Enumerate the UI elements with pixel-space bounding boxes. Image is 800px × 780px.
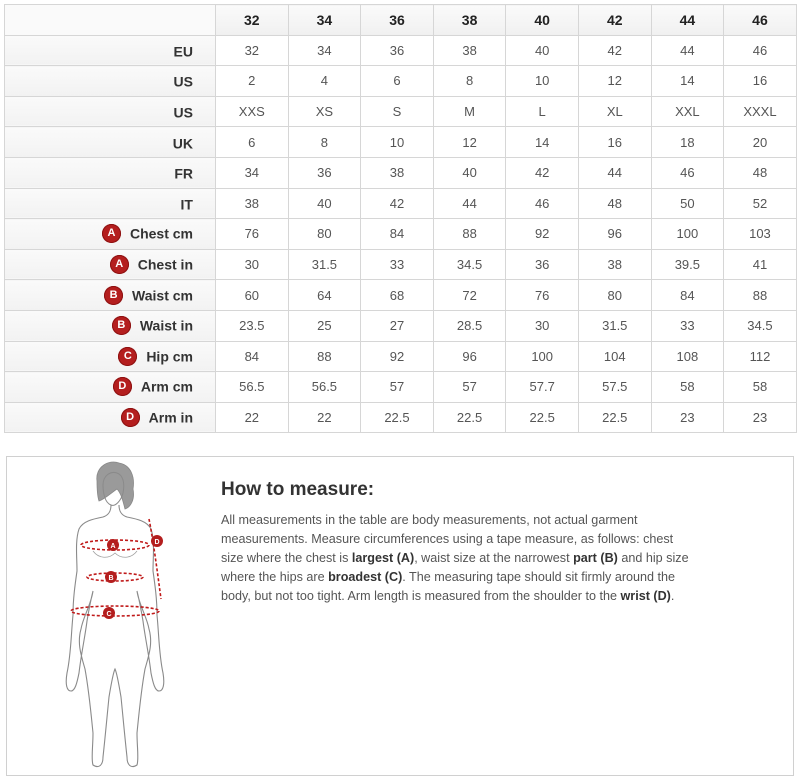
figure-marker-b xyxy=(105,571,117,583)
table-cell: 58 xyxy=(651,372,724,403)
howto-bold-broadest: broadest (C) xyxy=(328,570,403,584)
table-cell: 48 xyxy=(724,157,797,188)
table-cell: 4 xyxy=(288,66,361,97)
figure-hair xyxy=(97,462,134,509)
table-cell: 112 xyxy=(724,341,797,372)
table-cell: 104 xyxy=(578,341,651,372)
table-cell: 108 xyxy=(651,341,724,372)
table-row xyxy=(5,402,797,433)
table-cell: 34 xyxy=(216,157,289,188)
measurement-marker-badge: C xyxy=(118,347,137,366)
table-cell: 14 xyxy=(651,66,724,97)
table-cell: L xyxy=(506,96,579,127)
table-cell: 40 xyxy=(288,188,361,219)
figure-marker-a xyxy=(107,539,119,551)
table-cell: XXS xyxy=(216,96,289,127)
table-row xyxy=(5,157,797,188)
svg-text:A: A xyxy=(110,543,116,550)
table-cell: 23 xyxy=(651,402,724,433)
table-cell: 28.5 xyxy=(433,310,506,341)
table-row xyxy=(5,280,797,311)
table-cell: 42 xyxy=(506,157,579,188)
table-cell: 22 xyxy=(288,402,361,433)
size-header-row xyxy=(5,5,797,36)
table-cell: 38 xyxy=(216,188,289,219)
howto-text-part: All measurements in the table are body measurements, not actual garment measurements. Measure circumferences using a tape measure, as follows: chest size where the chest is xyxy=(221,513,674,565)
table-cell: 57.5 xyxy=(578,372,651,403)
table-cell: 84 xyxy=(216,341,289,372)
table-cell: 92 xyxy=(506,219,579,250)
table-cell: 40 xyxy=(506,35,579,66)
table-cell: 18 xyxy=(651,127,724,158)
measurement-marker-badge: B xyxy=(112,316,131,335)
svg-text:D: D xyxy=(154,539,160,546)
table-cell: 34.5 xyxy=(433,249,506,280)
table-cell: 12 xyxy=(578,66,651,97)
row-label: Arm in xyxy=(148,409,193,426)
row-label-cell xyxy=(5,310,216,341)
table-cell: 46 xyxy=(506,188,579,219)
howto-text-part: . xyxy=(670,589,675,603)
row-label: US xyxy=(173,73,193,90)
table-row xyxy=(5,372,797,403)
table-cell: 36 xyxy=(361,35,434,66)
table-cell: 56.5 xyxy=(288,372,361,403)
table-cell: 44 xyxy=(651,35,724,66)
size-table-body xyxy=(5,35,797,433)
size-header-cell: 38 xyxy=(433,5,506,36)
table-cell: 57 xyxy=(361,372,434,403)
table-cell: 6 xyxy=(216,127,289,158)
table-cell: XL xyxy=(578,96,651,127)
table-cell: 92 xyxy=(361,341,434,372)
table-cell: 42 xyxy=(361,188,434,219)
size-header-cell: 36 xyxy=(361,5,434,36)
table-cell: 88 xyxy=(724,280,797,311)
table-cell: 23.5 xyxy=(216,310,289,341)
table-cell: 76 xyxy=(506,280,579,311)
header-corner-cell xyxy=(5,5,216,36)
table-cell: 40 xyxy=(433,157,506,188)
table-cell: 68 xyxy=(361,280,434,311)
measurement-marker-badge: D xyxy=(121,408,140,427)
table-cell: 30 xyxy=(216,249,289,280)
table-cell: 42 xyxy=(578,35,651,66)
table-cell: 64 xyxy=(288,280,361,311)
row-label: US xyxy=(173,104,193,121)
howto-text-part: , waist size at the narrowest xyxy=(414,551,574,565)
size-chart-table xyxy=(4,4,797,433)
table-cell: 100 xyxy=(651,219,724,250)
how-to-measure-panel xyxy=(6,456,794,776)
table-cell: 72 xyxy=(433,280,506,311)
how-to-measure-title: How to measure: xyxy=(221,479,375,500)
table-cell: 96 xyxy=(433,341,506,372)
figure-marker-c xyxy=(103,607,115,619)
table-row xyxy=(5,96,797,127)
size-header-cell: 46 xyxy=(724,5,797,36)
table-cell: 57.7 xyxy=(506,372,579,403)
table-cell: 88 xyxy=(433,219,506,250)
row-label: FR xyxy=(174,165,193,182)
table-cell: 16 xyxy=(578,127,651,158)
table-cell: 22.5 xyxy=(506,402,579,433)
table-cell: 33 xyxy=(651,310,724,341)
row-label-cell xyxy=(5,372,216,403)
row-label: EU xyxy=(173,43,193,60)
row-label-cell xyxy=(5,280,216,311)
table-row xyxy=(5,249,797,280)
row-label-cell xyxy=(5,66,216,97)
table-cell: 32 xyxy=(216,35,289,66)
table-cell: XXL xyxy=(651,96,724,127)
table-cell: 8 xyxy=(433,66,506,97)
table-cell: S xyxy=(361,96,434,127)
table-cell: 80 xyxy=(578,280,651,311)
table-cell: 22.5 xyxy=(578,402,651,433)
table-row xyxy=(5,66,797,97)
table-cell: 22.5 xyxy=(361,402,434,433)
table-cell: 88 xyxy=(288,341,361,372)
table-cell: 31.5 xyxy=(288,249,361,280)
measurement-marker-badge: B xyxy=(104,286,123,305)
table-cell: 6 xyxy=(361,66,434,97)
table-cell: 52 xyxy=(724,188,797,219)
measurement-marker-badge: A xyxy=(110,255,129,274)
row-label: UK xyxy=(172,134,193,151)
row-label-cell xyxy=(5,127,216,158)
howto-bold-wrist: wrist (D) xyxy=(620,589,671,603)
row-label-cell xyxy=(5,341,216,372)
table-cell: 10 xyxy=(506,66,579,97)
table-cell: 8 xyxy=(288,127,361,158)
table-cell: 16 xyxy=(724,66,797,97)
table-cell: 20 xyxy=(724,127,797,158)
table-cell: 80 xyxy=(288,219,361,250)
measurement-marker-badge: D xyxy=(113,377,132,396)
row-label: Waist cm xyxy=(132,287,193,304)
table-cell: 103 xyxy=(724,219,797,250)
table-cell: 30 xyxy=(506,310,579,341)
table-cell: 48 xyxy=(578,188,651,219)
table-cell: 50 xyxy=(651,188,724,219)
size-header-cell: 32 xyxy=(216,5,289,36)
table-cell: 41 xyxy=(724,249,797,280)
table-cell: 96 xyxy=(578,219,651,250)
table-cell: 44 xyxy=(578,157,651,188)
howto-bold-part: part (B) xyxy=(573,551,618,565)
table-row xyxy=(5,219,797,250)
figure-bust-line xyxy=(93,551,137,557)
table-cell: 36 xyxy=(288,157,361,188)
table-row xyxy=(5,341,797,372)
table-cell: 84 xyxy=(361,219,434,250)
row-label-cell xyxy=(5,157,216,188)
row-label-cell xyxy=(5,249,216,280)
table-row xyxy=(5,188,797,219)
table-cell: 34 xyxy=(288,35,361,66)
body-measurement-figure xyxy=(37,459,187,774)
table-cell: M xyxy=(433,96,506,127)
row-label: Arm cm xyxy=(140,378,193,395)
row-label-cell xyxy=(5,219,216,250)
table-row xyxy=(5,127,797,158)
table-cell: XS xyxy=(288,96,361,127)
size-header-cell: 44 xyxy=(651,5,724,36)
size-header-cell: 42 xyxy=(578,5,651,36)
table-cell: 39.5 xyxy=(651,249,724,280)
size-header-cell: 40 xyxy=(506,5,579,36)
table-cell: 44 xyxy=(433,188,506,219)
table-cell: 84 xyxy=(651,280,724,311)
table-cell: 10 xyxy=(361,127,434,158)
table-cell: 31.5 xyxy=(578,310,651,341)
row-label-cell xyxy=(5,35,216,66)
table-cell: 57 xyxy=(433,372,506,403)
row-label-cell xyxy=(5,188,216,219)
table-cell: 27 xyxy=(361,310,434,341)
table-cell: 22 xyxy=(216,402,289,433)
table-row xyxy=(5,35,797,66)
howto-bold-largest: largest (A) xyxy=(351,551,415,565)
table-cell: 34.5 xyxy=(724,310,797,341)
row-label-cell xyxy=(5,402,216,433)
table-cell: 33 xyxy=(361,249,434,280)
table-cell: 100 xyxy=(506,341,579,372)
how-to-measure-text xyxy=(221,511,691,606)
svg-text:B: B xyxy=(108,575,114,582)
row-label: Waist in xyxy=(139,317,193,334)
size-header-cell: 34 xyxy=(288,5,361,36)
table-row xyxy=(5,310,797,341)
howto-text-part: . The measuring tape should sit firmly around the body, but not too tight. Arm length is measured from the shoulder to the xyxy=(221,570,676,603)
table-cell: 36 xyxy=(506,249,579,280)
table-cell: 2 xyxy=(216,66,289,97)
svg-text:C: C xyxy=(106,611,112,618)
table-cell: 46 xyxy=(651,157,724,188)
hip-tape xyxy=(71,606,159,616)
row-label: Hip cm xyxy=(146,348,193,365)
table-cell: 76 xyxy=(216,219,289,250)
measurement-marker-badge: A xyxy=(102,224,121,243)
table-cell: XXXL xyxy=(724,96,797,127)
row-label: Chest in xyxy=(137,256,193,273)
table-cell: 38 xyxy=(433,35,506,66)
table-cell: 46 xyxy=(724,35,797,66)
table-cell: 22.5 xyxy=(433,402,506,433)
table-cell: 12 xyxy=(433,127,506,158)
table-cell: 38 xyxy=(361,157,434,188)
table-cell: 25 xyxy=(288,310,361,341)
row-label: Chest cm xyxy=(129,225,193,242)
figure-marker-d xyxy=(151,535,163,547)
howto-text-part: and hip size where the hips are xyxy=(221,551,689,584)
table-cell: 23 xyxy=(724,402,797,433)
table-cell: 58 xyxy=(724,372,797,403)
table-cell: 56.5 xyxy=(216,372,289,403)
table-cell: 60 xyxy=(216,280,289,311)
row-label-cell xyxy=(5,96,216,127)
table-cell: 14 xyxy=(506,127,579,158)
table-cell: 38 xyxy=(578,249,651,280)
row-label: IT xyxy=(180,196,193,212)
